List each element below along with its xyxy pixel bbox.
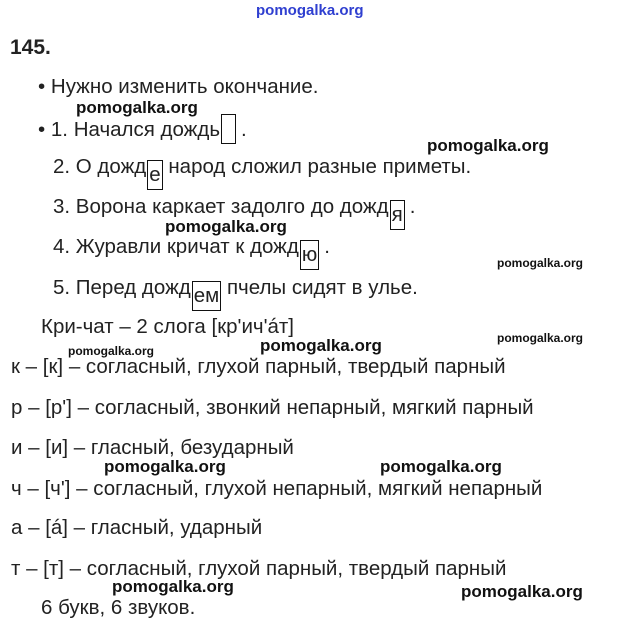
item-rest-5: пчелы сидят в улье. xyxy=(221,276,418,299)
watermark: pomogalka.org xyxy=(112,577,234,596)
item-rest-3: . xyxy=(409,195,416,218)
ending-box-empty xyxy=(221,114,236,144)
watermark-top: pomogalka.org xyxy=(256,2,364,19)
bullet-char: • xyxy=(38,75,46,98)
item-stem-1-text: Начался дождь xyxy=(73,118,221,141)
analysis-heading: Кри-чат – 2 слога [кр'ич'áт] xyxy=(41,315,295,338)
summary: 6 букв, 6 звуков. xyxy=(41,596,196,619)
phonetic-line-6: т – [т] – согласный, глухой парный, твердый парный xyxy=(11,557,507,580)
item-stem-5: 5. Перед дожд xyxy=(53,276,191,299)
item-rest-2: народ сложил разные приметы. xyxy=(162,155,472,178)
item-rest-4: . xyxy=(324,235,330,258)
ending-box: я xyxy=(390,200,405,230)
phonetic-line-1: к – [к] – согласный, глухой парный, твердый парный xyxy=(11,355,506,378)
item-line-5 xyxy=(53,276,418,311)
phonetic-line-3: и – [и] – гласный, безударный xyxy=(11,436,294,459)
item-stem-4: 4. Журавли кричат к дожд xyxy=(53,235,299,258)
ending-box: е xyxy=(147,160,162,190)
item-stem-2: 2. О дожд xyxy=(53,155,147,178)
item-stem-1: 1. xyxy=(50,118,74,141)
watermark: pomogalka.org xyxy=(76,98,198,117)
watermark: pomogalka.org xyxy=(461,582,583,601)
phonetic-line-5: а – [á] – гласный, ударный xyxy=(11,516,263,539)
watermark: pomogalka.org xyxy=(68,344,155,358)
watermark: pomogalka.org xyxy=(497,331,584,345)
watermark: pomogalka.org xyxy=(380,457,502,476)
phonetic-line-4: ч – [ч'] – согласный, глухой непарный, мягкий непарный xyxy=(11,477,543,500)
ending-box: ю xyxy=(300,240,319,270)
watermark: pomogalka.org xyxy=(497,256,584,270)
watermark: pomogalka.org xyxy=(104,457,226,476)
item-stem-3: 3. Ворона каркает задолго до дожд xyxy=(53,195,389,218)
phonetic-line-2: р – [р'] – согласный, звонкий непарный, мягкий парный xyxy=(11,396,534,419)
bullet-line-2 xyxy=(38,114,247,144)
item-line-4 xyxy=(53,235,330,270)
item-rest-1: . xyxy=(241,118,247,141)
watermark: pomogalka.org xyxy=(165,217,287,236)
bullet-text-1: Нужно изменить окончание. xyxy=(50,75,319,98)
bullet-char: • xyxy=(38,118,46,141)
task-number: 145. xyxy=(10,36,51,59)
ending-box: ем xyxy=(192,281,222,311)
watermark: pomogalka.org xyxy=(427,136,549,155)
item-line-2 xyxy=(53,155,471,190)
watermark: pomogalka.org xyxy=(260,336,382,355)
bullet-line-1 xyxy=(38,75,318,99)
